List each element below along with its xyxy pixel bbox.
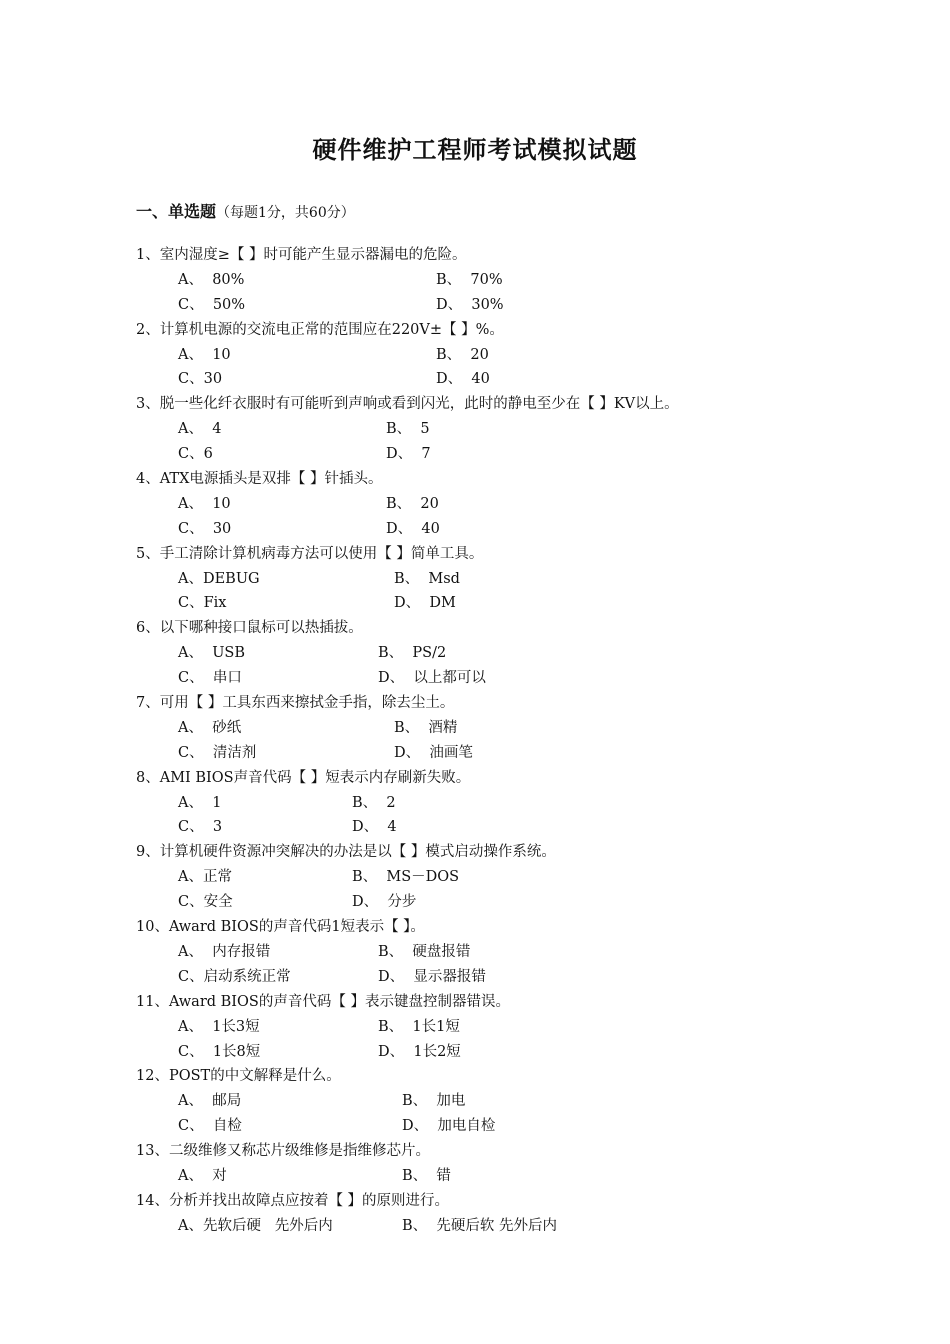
option-row	[136, 716, 836, 741]
section-heading	[136, 199, 355, 222]
option-right: B、 20	[436, 346, 489, 363]
option-left: A、 砂纸	[178, 719, 242, 736]
option-left: A、 内存报错	[178, 943, 271, 960]
question-stem: 12、POST的中文解释是什么。	[136, 1068, 341, 1085]
option-left: C、 30	[178, 520, 232, 537]
option-row	[136, 1164, 836, 1189]
question-item	[136, 990, 836, 1065]
question-item	[136, 318, 836, 393]
option-row	[136, 417, 836, 442]
option-row	[136, 791, 836, 816]
option-right: D、 加电自检	[402, 1118, 496, 1135]
option-row	[136, 641, 836, 666]
question-stem: 1、室内湿度≥【 】时可能产生显示器漏电的危险。	[136, 247, 467, 263]
option-left: A、 10	[178, 495, 231, 512]
option-right: B、 70%	[436, 271, 503, 288]
option-right: B、 20	[386, 495, 439, 512]
option-left: A、DEBUG	[178, 570, 260, 587]
option-row	[136, 741, 836, 766]
option-left: C、30	[178, 371, 223, 388]
option-right: D、 30%	[436, 296, 504, 313]
option-right: B、 Msd	[394, 570, 460, 587]
option-row	[136, 567, 836, 592]
option-row	[136, 517, 836, 542]
option-row	[136, 442, 836, 467]
question-stem: 9、计算机硬件资源冲突解决的办法是以【 】模式启动操作系统。	[136, 844, 556, 861]
option-left: C、 1长8短	[178, 1043, 261, 1060]
question-item	[136, 616, 836, 691]
question-item	[136, 243, 836, 318]
option-right: D、 1长2短	[378, 1043, 461, 1060]
option-left: A、 1长3短	[178, 1018, 260, 1035]
question-item	[136, 392, 836, 467]
option-left: C、安全	[178, 894, 233, 911]
option-left: C、 50%	[178, 296, 246, 313]
option-right: B、 错	[402, 1167, 451, 1184]
option-row	[136, 865, 836, 890]
option-left: A、先软后硬 先外后内	[178, 1217, 333, 1234]
option-row	[136, 367, 836, 392]
option-row	[136, 940, 836, 965]
option-left: C、启动系统正常	[178, 968, 291, 985]
option-left: C、 清洁剂	[178, 744, 257, 761]
question-item	[136, 691, 836, 766]
option-row	[136, 815, 836, 840]
question-item	[136, 542, 836, 617]
question-item	[136, 1064, 836, 1139]
question-stem: 10、Award BIOS的声音代码1短表示【 】。	[136, 919, 425, 936]
option-right: D、 40	[436, 371, 490, 388]
option-left: C、 自检	[178, 1118, 242, 1135]
option-row	[136, 1114, 836, 1139]
option-right: D、 显示器报错	[378, 968, 486, 985]
option-left: A、正常	[178, 869, 232, 886]
section-heading-note: （每题1分，共60分）	[216, 205, 355, 221]
option-right: D、 分步	[352, 894, 417, 911]
question-stem: 11、Award BIOS的声音代码【 】表示键盘控制器错误。	[136, 993, 510, 1010]
question-list	[136, 243, 836, 1239]
option-left: C、 3	[178, 819, 223, 836]
question-item	[136, 1139, 836, 1189]
option-left: C、6	[178, 446, 213, 463]
question-item	[136, 467, 836, 542]
option-left: A、 80%	[178, 271, 245, 288]
option-left: A、 10	[178, 346, 231, 363]
question-stem: 3、脱一些化纤衣服时有可能听到声响或看到闪光，此时的静电至少在【 】KV以上。	[136, 396, 679, 413]
document-title: 硬件维护工程师考试模拟试题	[312, 135, 638, 164]
question-item	[136, 840, 836, 915]
option-row	[136, 1214, 836, 1239]
section-heading-label: 一、单选题	[136, 202, 217, 221]
option-row	[136, 343, 836, 368]
option-row	[136, 1015, 836, 1040]
option-right: D、 40	[386, 520, 440, 537]
option-right: B、 5	[386, 421, 430, 438]
question-item	[136, 766, 836, 841]
option-left: A、 1	[178, 794, 222, 811]
question-stem: 8、AMI BIOS声音代码【 】短表示内存刷新失败。	[136, 769, 471, 786]
option-right: D、 7	[386, 446, 431, 463]
option-right: B、 加电	[402, 1093, 466, 1110]
question-stem: 13、二级维修又称芯片级维修是指维修芯片。	[136, 1143, 430, 1160]
option-right: B、 1长1短	[378, 1018, 460, 1035]
option-row	[136, 965, 836, 990]
option-row	[136, 1089, 836, 1114]
option-right: B、 MS－DOS	[352, 869, 460, 886]
option-left: A、 USB	[178, 645, 245, 662]
option-left: A、 邮局	[178, 1093, 242, 1110]
question-stem: 7、可用【 】工具东西来擦拭金手指，除去尘土。	[136, 695, 455, 712]
option-row	[136, 666, 836, 691]
option-right: B、 PS/2	[378, 645, 447, 662]
question-item	[136, 1189, 836, 1239]
option-left: C、 串口	[178, 670, 242, 687]
question-stem: 2、计算机电源的交流电正常的范围应在220V±【 】%。	[136, 321, 504, 338]
option-left: A、 对	[178, 1167, 227, 1184]
option-right: B、 先硬后软 先外后内	[402, 1217, 557, 1234]
question-stem: 5、手工清除计算机病毒方法可以使用【 】简单工具。	[136, 545, 484, 562]
option-row	[136, 591, 836, 616]
option-right: D、 4	[352, 819, 397, 836]
option-right: B、 2	[352, 794, 396, 811]
question-stem: 6、以下哪种接口鼠标可以热插拔。	[136, 620, 363, 637]
option-left: C、Fix	[178, 595, 227, 612]
question-item	[136, 915, 836, 990]
question-stem: 14、分析并找出故障点应按着【 】的原则进行。	[136, 1192, 450, 1209]
option-right: D、 油画笔	[394, 744, 473, 761]
option-row	[136, 492, 836, 517]
option-right: D、 以上都可以	[378, 670, 486, 687]
option-right: B、 酒精	[394, 719, 458, 736]
option-left: A、 4	[178, 421, 222, 438]
option-right: D、 DM	[394, 595, 456, 612]
option-row	[136, 268, 836, 293]
option-row	[136, 293, 836, 318]
option-row	[136, 890, 836, 915]
question-stem: 4、ATX电源插头是双排【 】针插头。	[136, 471, 383, 488]
option-right: B、 硬盘报错	[378, 943, 471, 960]
option-row	[136, 1040, 836, 1065]
